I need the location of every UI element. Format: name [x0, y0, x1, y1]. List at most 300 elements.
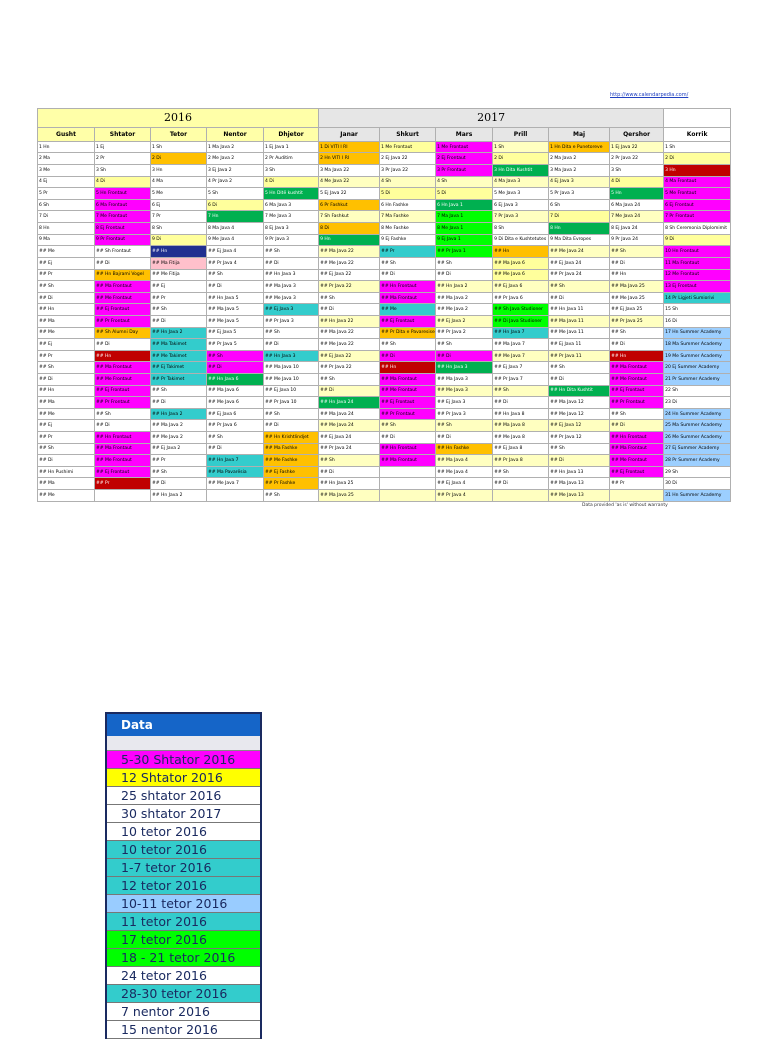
day-cell: 3 Sh	[95, 165, 151, 177]
day-cell: 18 Ma Summer Academy	[664, 339, 731, 351]
day-cell: 5 Me	[151, 188, 207, 200]
day-cell: 3 Ma Java 22	[319, 165, 380, 177]
calendarpedia-link[interactable]: http://www.calendarpedia.com/	[610, 92, 689, 98]
day-cell: ## Pr Frontaut	[610, 397, 664, 409]
day-cell: ## Me Java 12	[549, 408, 610, 420]
day-cell: ## Me Frontaut	[95, 292, 151, 304]
day-cell: 2 Me Java 2	[207, 153, 264, 165]
day-cell: ## Hn Krishtlindjet	[264, 432, 319, 444]
day-cell: ## Di	[549, 373, 610, 385]
day-cell: 5 Di	[380, 188, 436, 200]
day-cell: 1 Me Frontaut	[380, 141, 436, 153]
day-cell: 22 Sh	[664, 385, 731, 397]
day-cell: ## Ma	[38, 397, 95, 409]
month-header: Shtator	[95, 128, 151, 142]
month-header: Maj	[549, 128, 610, 142]
day-cell: 5 Me Java 3	[493, 188, 549, 200]
day-cell: 30 Di	[664, 478, 731, 490]
day-cell: ## Ma Java 25	[319, 490, 380, 502]
day-cell: ## Hn	[95, 350, 151, 362]
day-cell: 9 Pr Frontaut	[95, 234, 151, 246]
calendar-table	[37, 108, 731, 502]
day-cell: ## Ma Frontaut	[95, 362, 151, 374]
day-cell: ## Ma Java 12	[549, 397, 610, 409]
day-cell: ## Di	[319, 304, 380, 316]
day-row	[38, 281, 731, 293]
day-cell: ## Hn Dita Kushtit	[549, 385, 610, 397]
day-cell: 5 Sh	[207, 188, 264, 200]
day-cell: 4 Ma Java 3	[493, 176, 549, 188]
day-cell: 5 Hn Frontaut	[95, 188, 151, 200]
day-cell: 7 Ma Java 1	[436, 211, 493, 223]
day-cell: ## Hn Java 6	[207, 373, 264, 385]
day-cell: 6 Pr Fashkut	[319, 199, 380, 211]
month-header: Shkurt	[380, 128, 436, 142]
day-cell: ## Ej Java 2	[151, 443, 207, 455]
day-cell: 3 Sh	[610, 165, 664, 177]
month-header: Dhjetor	[264, 128, 319, 142]
day-row	[38, 385, 731, 397]
day-cell: ## Hn Frontaut	[380, 443, 436, 455]
day-cell: 3 Me	[38, 165, 95, 177]
day-cell: ## Hn	[380, 362, 436, 374]
day-cell: ## Pr Java 4	[207, 257, 264, 269]
day-row	[38, 176, 731, 188]
day-cell: ## Ma Java 24	[319, 408, 380, 420]
day-cell: 5 Pr	[38, 188, 95, 200]
day-cell: ## Ej	[38, 420, 95, 432]
day-cell: 7 Ma Fashke	[380, 211, 436, 223]
day-cell: ## Hn Frontaut	[380, 281, 436, 293]
day-cell: 31 Hn Summer Academy	[664, 490, 731, 502]
day-row	[38, 165, 731, 177]
day-cell: 9 Ma	[38, 234, 95, 246]
day-cell: ## Di	[207, 443, 264, 455]
legend-title: Data	[107, 714, 260, 736]
day-cell: ## Me Java 3	[264, 292, 319, 304]
day-cell: ## Di	[610, 420, 664, 432]
day-cell: ## Sh	[319, 373, 380, 385]
day-row	[38, 269, 731, 281]
day-cell	[380, 478, 436, 490]
day-cell: 2 Ej Frontaut	[436, 153, 493, 165]
day-row	[38, 246, 731, 258]
day-cell: 4 Me Java 22	[319, 176, 380, 188]
day-row	[38, 466, 731, 478]
day-cell: ## Di	[549, 292, 610, 304]
day-cell: ## Me Java 6	[493, 269, 549, 281]
day-cell: 4 Di	[95, 176, 151, 188]
day-cell: ## Me Java 25	[610, 292, 664, 304]
day-cell: 4 Ej Java 3	[549, 176, 610, 188]
day-cell: ## Sh	[549, 362, 610, 374]
day-cell: 1 Ej Java 22	[610, 141, 664, 153]
day-cell: ## Ej Java 5	[207, 327, 264, 339]
day-cell: ## Ma Fashke	[264, 443, 319, 455]
day-cell: ## Hn	[610, 350, 664, 362]
day-cell: ## Me Java 22	[319, 257, 380, 269]
month-header: Tetor	[151, 128, 207, 142]
day-cell: ## Di	[493, 478, 549, 490]
day-cell: ## Sh Alumni Day	[95, 327, 151, 339]
day-cell: ## Me Frontaut	[610, 373, 664, 385]
day-cell: ## Ma Java 10	[264, 362, 319, 374]
day-cell: ## Pr Java 12	[549, 432, 610, 444]
day-cell: 8 Ej Java 24	[610, 223, 664, 235]
day-cell: ## Ma Java 3	[436, 373, 493, 385]
day-row	[38, 490, 731, 502]
day-cell: ## Me Java 2	[151, 432, 207, 444]
day-cell: 3 Pr Java 22	[380, 165, 436, 177]
legend-item: 5-30 Shtator 2016	[107, 751, 260, 769]
day-cell: 4 Pr Java 2	[207, 176, 264, 188]
day-cell: ## Di	[319, 466, 380, 478]
day-cell: ## Ej Java 4	[436, 478, 493, 490]
day-cell: ## Hn Java 2	[151, 408, 207, 420]
day-cell: ## Di	[38, 455, 95, 467]
day-cell: 3 Hn	[151, 165, 207, 177]
day-cell: ## Me Java 7	[493, 350, 549, 362]
day-cell: 6 Sh	[38, 199, 95, 211]
day-cell: ## Sh	[610, 408, 664, 420]
day-cell: ## Me Frontaut	[380, 385, 436, 397]
day-row	[38, 478, 731, 490]
day-cell: ## Pr Java 1	[436, 246, 493, 258]
day-cell: ## Hn Java 8	[493, 408, 549, 420]
day-cell	[95, 490, 151, 502]
day-cell: ## Ej Java 12	[549, 420, 610, 432]
day-cell: ## Ej Java 6	[493, 281, 549, 293]
day-cell: ## Pr Java 6	[493, 292, 549, 304]
day-cell: ## Sh	[207, 432, 264, 444]
day-cell: ## Sh	[493, 385, 549, 397]
day-cell: ## Ma Java 5	[207, 304, 264, 316]
day-row	[38, 443, 731, 455]
day-cell: 9 Ej Java 1	[436, 234, 493, 246]
legend-item: 25 shtator 2016	[107, 787, 260, 805]
day-cell: ## Sh	[38, 362, 95, 374]
day-cell: 9 Di	[151, 234, 207, 246]
day-cell: ## Ma Java 2	[151, 420, 207, 432]
day-cell: 1 Hn	[38, 141, 95, 153]
day-cell: ## Me Java 4	[436, 466, 493, 478]
day-cell: ## Di	[95, 420, 151, 432]
day-cell: ## Ma Java 4	[436, 455, 493, 467]
day-cell: ## Me	[38, 408, 95, 420]
month-header: Nentor	[207, 128, 264, 142]
day-cell: ## Sh	[38, 443, 95, 455]
day-cell: ## Ej Frontaut	[610, 466, 664, 478]
legend-item: 1-7 tetor 2016	[107, 859, 260, 877]
day-cell: 4 Sh	[380, 176, 436, 188]
day-cell: 19 Me Summer Academy	[664, 350, 731, 362]
day-cell: ## Ma Frontaut	[380, 373, 436, 385]
day-cell: ## Ma Frontaut	[95, 443, 151, 455]
day-cell: ## Hn Java 3	[436, 362, 493, 374]
day-row	[38, 408, 731, 420]
day-cell: 9 Ej Fashke	[380, 234, 436, 246]
month-header: Gusht	[38, 128, 95, 142]
day-cell: ## Sh	[380, 339, 436, 351]
day-cell: ## Ej Java 8	[493, 443, 549, 455]
day-row	[38, 199, 731, 211]
year-2016: 2016	[38, 109, 319, 128]
day-cell: ## Pr Takimet	[151, 373, 207, 385]
day-cell: ## Ej Java 10	[264, 385, 319, 397]
day-row	[38, 234, 731, 246]
day-cell: 5 Pr Java 3	[549, 188, 610, 200]
day-row	[38, 339, 731, 351]
legend-item: 12 Shtator 2016	[107, 769, 260, 787]
day-cell: ## Sh	[436, 420, 493, 432]
day-cell: ## Ma Java 25	[610, 281, 664, 293]
day-cell: ## Me Takimet	[151, 350, 207, 362]
day-cell: ## Sh	[549, 443, 610, 455]
legend-item: 11 tetor 2016	[107, 913, 260, 931]
day-cell: ## Sh	[493, 466, 549, 478]
day-cell: ## Sh	[151, 385, 207, 397]
day-cell: ## Sh	[151, 466, 207, 478]
day-cell: ## Me	[380, 304, 436, 316]
day-cell: ## Hn Java 25	[319, 478, 380, 490]
day-cell: 5 Ej Java 22	[319, 188, 380, 200]
day-cell: 5 Di	[436, 188, 493, 200]
legend-list	[107, 751, 260, 1039]
day-cell: ## Ma Java 11	[549, 315, 610, 327]
day-cell: 7 Pr Java 3	[493, 211, 549, 223]
day-row	[38, 153, 731, 165]
day-row	[38, 420, 731, 432]
day-cell: ## Sh	[436, 339, 493, 351]
day-cell: ## Hn	[610, 269, 664, 281]
day-cell: ## Ma Java 6	[207, 385, 264, 397]
day-cell: ## Me	[38, 327, 95, 339]
day-cell: 6 Ej Frontaut	[664, 199, 731, 211]
day-cell: ## Di	[436, 269, 493, 281]
day-cell: ## Ej Fashke	[264, 466, 319, 478]
day-cell: 29 Sh	[664, 466, 731, 478]
day-cell: ## Hn Java 7	[493, 327, 549, 339]
day-cell: 16 Di	[664, 315, 731, 327]
day-cell: ## Sh	[436, 257, 493, 269]
day-cell: ## Ej Frontaut	[610, 385, 664, 397]
day-cell: ## Pr Java 5	[207, 339, 264, 351]
day-cell: ## Pr Frontaut	[95, 315, 151, 327]
day-cell: ## Di	[493, 397, 549, 409]
day-cell: ## Sh Frontaut	[95, 246, 151, 258]
day-cell: 6 Ma Java 3	[264, 199, 319, 211]
day-cell: ## Pr Java 8	[493, 455, 549, 467]
day-cell: ## Pr	[38, 350, 95, 362]
day-cell: ## Hn Java 24	[319, 397, 380, 409]
day-cell: ## Ej Java 3	[264, 304, 319, 316]
month-header: Qershor	[610, 128, 664, 142]
month-header: Mars	[436, 128, 493, 142]
day-cell: 10 Hn Frontaut	[664, 246, 731, 258]
day-cell: 2 Ma Java 2	[549, 153, 610, 165]
day-cell: 8 Ej Java 3	[264, 223, 319, 235]
day-cell: ## Me Java 2	[436, 304, 493, 316]
day-cell: ## Ej Frontaut	[95, 304, 151, 316]
day-cell: ## Ej Frontaut	[380, 397, 436, 409]
day-cell: ## Ma Frontaut	[610, 443, 664, 455]
day-cell: ## Pr Java 2	[436, 327, 493, 339]
day-cell: ## Sh	[380, 257, 436, 269]
day-row	[38, 455, 731, 467]
day-cell: ## Di	[151, 478, 207, 490]
day-cell: ## Hn Java 13	[549, 466, 610, 478]
day-cell: ## Hn Java 2	[436, 281, 493, 293]
day-cell: ## Ma Java 6	[493, 257, 549, 269]
day-cell: 9 Ma Dita Evropes	[549, 234, 610, 246]
day-cell: 26 Me Summer Academy	[664, 432, 731, 444]
day-row	[38, 211, 731, 223]
legend-item: 18 - 21 tetor 2016	[107, 949, 260, 967]
day-cell: ## Ej	[38, 257, 95, 269]
day-cell: ## Me Frontaut	[95, 455, 151, 467]
day-cell: ## Ma Java 8	[493, 420, 549, 432]
day-cell: ## Sh	[207, 269, 264, 281]
day-cell: ## Pr	[610, 478, 664, 490]
day-cell: 3 Ej Java 2	[207, 165, 264, 177]
day-cell: 4 Di	[610, 176, 664, 188]
year-blank	[664, 109, 731, 128]
day-cell: 6 Hn Fashke	[380, 199, 436, 211]
day-cell: ## Pr Java 24	[319, 443, 380, 455]
day-cell: 8 Hn	[38, 223, 95, 235]
day-cell: 8 Sh Ceremonia Diplomimit	[664, 223, 731, 235]
day-cell: ## Di	[151, 315, 207, 327]
day-cell: ## Me Java 24	[549, 246, 610, 258]
day-cell: ## Ej	[38, 339, 95, 351]
day-cell: ## Di	[38, 292, 95, 304]
day-cell: ## Hn Java 2	[151, 327, 207, 339]
day-cell: ## Pr Java 4	[436, 490, 493, 502]
year-2017: 2017	[319, 109, 664, 128]
day-cell	[610, 490, 664, 502]
day-cell: ## Me	[38, 490, 95, 502]
day-cell: ## Pr	[151, 455, 207, 467]
calendar-days	[38, 141, 731, 501]
day-cell: ## Me Java 7	[207, 478, 264, 490]
day-cell: 2 Di	[493, 153, 549, 165]
day-cell: ## Di	[207, 362, 264, 374]
day-cell: 1 Hn Dita e Punetoreve	[549, 141, 610, 153]
day-cell: 8 Hn	[549, 223, 610, 235]
day-cell: ## Ej Java 25	[610, 304, 664, 316]
day-row	[38, 223, 731, 235]
day-cell: 6 Ej Java 3	[493, 199, 549, 211]
day-cell: 3 Hn Dita Kushtit	[493, 165, 549, 177]
day-cell: ## Sh	[380, 420, 436, 432]
day-cell: ## Sh	[95, 408, 151, 420]
day-cell: ## Ej Frontaut	[95, 385, 151, 397]
legend-item: 12 tetor 2016	[107, 877, 260, 895]
day-cell: ## Di	[436, 432, 493, 444]
day-cell: 14 Pr Ligjeti Sumiorivi	[664, 292, 731, 304]
day-cell: ## Sh	[319, 292, 380, 304]
day-cell: 9 Di Dita e Kushtetutes	[493, 234, 549, 246]
day-cell: 1 Di VITI I RI	[319, 141, 380, 153]
day-row	[38, 188, 731, 200]
day-cell: ## Me Frontaut	[95, 373, 151, 385]
day-row	[38, 432, 731, 444]
legend-item: 10-11 tetor 2016	[107, 895, 260, 913]
day-cell: ## Pr Java 22	[319, 281, 380, 293]
day-cell: ## Pr Java 3	[436, 408, 493, 420]
day-cell: ## Hn Frontaut	[610, 432, 664, 444]
legend-item: 28-30 tetor 2016	[107, 985, 260, 1003]
day-cell: ## Pr Java 11	[549, 350, 610, 362]
day-cell: ## Sh	[264, 490, 319, 502]
day-cell: ## Sh	[549, 281, 610, 293]
day-cell: ## Di	[264, 339, 319, 351]
day-cell: ## Ej Java 6	[207, 408, 264, 420]
day-cell: 4 Ma Frontaut	[664, 176, 731, 188]
day-cell: ## Hn Java 3	[264, 269, 319, 281]
day-cell: 9 Pr Java 3	[264, 234, 319, 246]
day-cell	[380, 466, 436, 478]
day-cell: ## Ej Java 4	[207, 246, 264, 258]
data-legend	[105, 712, 262, 1039]
day-cell: ## Hn Pushimi	[38, 466, 95, 478]
day-cell: 8 Ej Frontaut	[95, 223, 151, 235]
year-row	[38, 109, 731, 128]
day-cell: ## Hn Bajrami Vogel	[95, 269, 151, 281]
day-cell: ## Ej Java 22	[319, 350, 380, 362]
day-cell: 9 Hn	[319, 234, 380, 246]
day-row	[38, 257, 731, 269]
day-cell: 2 Pr Auditim	[264, 153, 319, 165]
day-cell: 7 Pr	[151, 211, 207, 223]
day-cell: 4 Ma	[151, 176, 207, 188]
day-cell: 1 Sh	[493, 141, 549, 153]
day-cell: ## Di	[38, 373, 95, 385]
day-cell: ## Me Java 10	[264, 373, 319, 385]
day-cell: 9 Me Java 4	[207, 234, 264, 246]
day-cell: ## Ma Java 3	[264, 281, 319, 293]
day-cell: ## Me Java 6	[207, 397, 264, 409]
day-cell: ## Ma	[38, 478, 95, 490]
day-cell: 6 Hn Java 1	[436, 199, 493, 211]
day-cell	[207, 490, 264, 502]
day-cell: 8 Sh	[151, 223, 207, 235]
day-row	[38, 362, 731, 374]
day-cell: 5 Hn	[610, 188, 664, 200]
legend-item: 7 nentor 2016	[107, 1003, 260, 1021]
day-cell: ## Hn Java 5	[207, 292, 264, 304]
day-cell: 3 Ma Java 2	[549, 165, 610, 177]
legend-item: 10 tetor 2016	[107, 823, 260, 841]
day-cell: 7 Me Java 24	[610, 211, 664, 223]
day-cell: ## Di	[264, 420, 319, 432]
day-cell: ## Ej Takimet	[151, 362, 207, 374]
day-cell: ## Di	[95, 339, 151, 351]
day-cell: ## Di	[207, 281, 264, 293]
day-cell: ## Ej Frontaut	[95, 466, 151, 478]
day-cell: ## Di	[549, 455, 610, 467]
day-cell: 12 Me Frontaut	[664, 269, 731, 281]
day-cell: 2 Ej Java 22	[380, 153, 436, 165]
day-cell: ## Di	[436, 350, 493, 362]
day-cell: 9 Pr Java 24	[610, 234, 664, 246]
day-cell: 2 Di	[151, 153, 207, 165]
day-cell: ## Ma Fitija	[151, 257, 207, 269]
day-cell: ## Di	[319, 385, 380, 397]
day-cell: ## Ej Java 2	[436, 315, 493, 327]
day-cell: ## Pr	[38, 432, 95, 444]
legend-spacer	[107, 736, 260, 751]
